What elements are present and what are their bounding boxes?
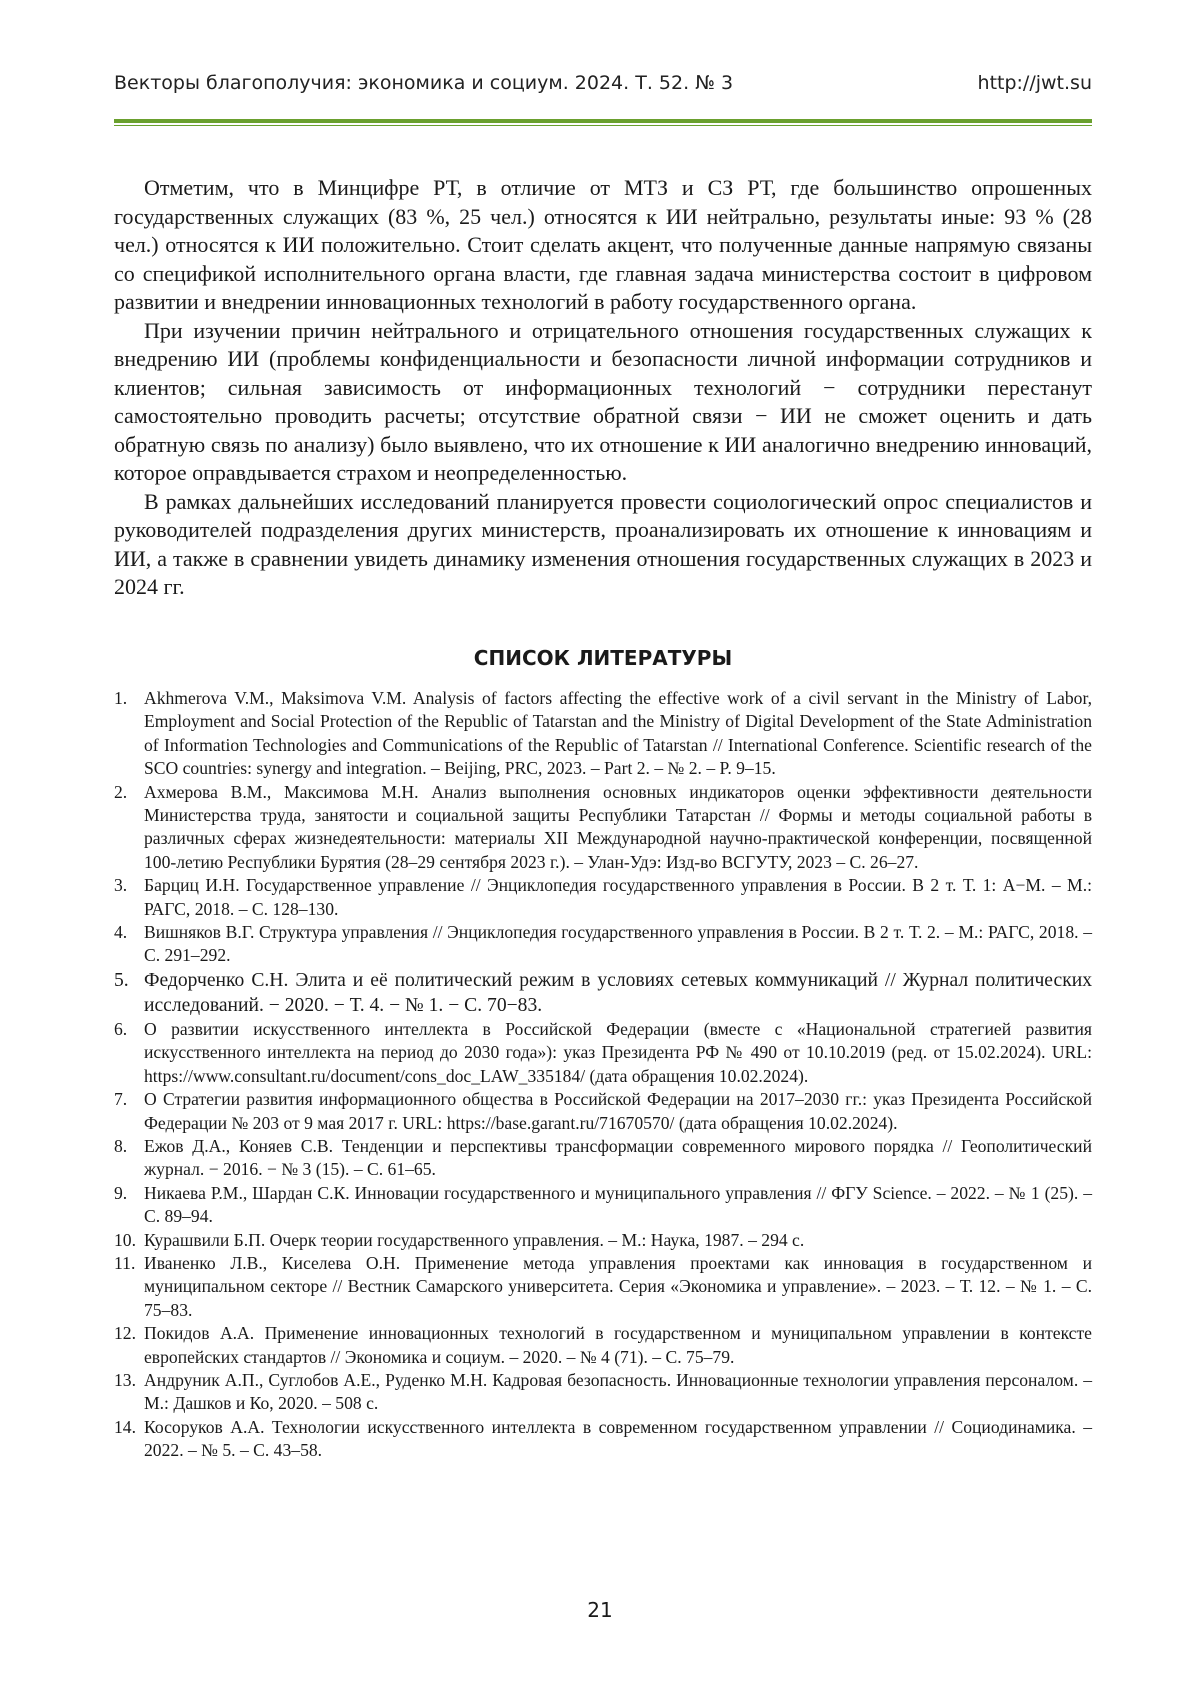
reference-number: 10. [114, 1229, 136, 1250]
reference-item [114, 1322, 1092, 1369]
reference-text: Akhmerova V.M., Maksimova V.M. Analysis of factors affecting the effective work of a civil servant in the Ministry of Labor, Employment and Social Protection of the Republic of Tatarstan and the Ministry of Digital Development of the State Administration of Information Technologies and Communications of the Republic of Tatarstan // International Conference. Scientific research of the SCO countries: synergy and integration. – Beijing, PRC, 2023. – Part 2. – № 2. – P. 9–15. [144, 688, 1092, 779]
reference-number: 7. [114, 1089, 128, 1110]
reference-text: Федорченко С.Н. Элита и её политический режим в условиях сетевых коммуникаций // Журнал политических исследований. − 2020. − Т. 4. − № 1. − С. 70−83. [144, 969, 1092, 1016]
reference-text: Никаева Р.М., Шардан С.К. Инновации государственного и муниципального управления // ФГУ Science. – 2022. – № 1 (25). – С. 89–94. [144, 1182, 1092, 1227]
reference-number: 14. [114, 1416, 136, 1437]
header-rule-thin [114, 125, 1092, 126]
reference-text: Покидов А.А. Применение инновационных технологий в государственном и муниципальном управлении в контексте европейских стандартов // Экономика и социум. – 2020. – № 4 (71). – С. 75–79. [144, 1323, 1092, 1367]
reference-text: Косоруков А.А. Технологии искусственного интеллекта в современном государственном управлении // Социодинамика. – 2022. – № 5. – С. 43–58. [144, 1416, 1092, 1461]
reference-item [114, 968, 1092, 1018]
reference-text: О Стратегии развития информационного общества в Российской Федерации на 2017–2030 гг.: указ Президента Российской Федерации № 203 от 9 мая 2017 г. URL: https://base.garant.ru/71670570/ (дата обращения 10.02.2024). [144, 1089, 1092, 1133]
reference-number: 12. [114, 1323, 136, 1344]
reference-text: О развитии искусственного интеллекта в Российской Федерации (вместе с «Национальной стратегией развития искусственного интеллекта на период до 2030 года»): указ Президента РФ № 490 от 10.10.2019 (ред. от 15.02.2024). URL: https://www.consultant.ru/document/cons_doc_LAW_335184/ (дата обращения 10.02.2024). [144, 1018, 1092, 1086]
reference-number: 11. [114, 1252, 136, 1273]
journal-title: Векторы благополучия: экономика и социум. 2024. Т. 52. № 3 [114, 72, 734, 94]
journal-url[interactable]: http://jwt.su [977, 72, 1092, 94]
reference-item [114, 1252, 1092, 1322]
reference-text: Андруник А.П., Суглобов А.Е., Руденко М.Н. Кадровая безопасность. Инновационные технологии управления персоналом. – М.: Дашков и Ко, 2020. – 508 с. [144, 1369, 1092, 1414]
reference-item [114, 1416, 1092, 1463]
reference-item [114, 1018, 1092, 1088]
running-header [114, 72, 1092, 102]
reference-item [114, 1088, 1092, 1135]
reference-item [114, 921, 1092, 968]
reference-number: 2. [114, 781, 128, 802]
reference-item [114, 781, 1092, 875]
reference-item [114, 1135, 1092, 1182]
reference-item [114, 1369, 1092, 1416]
reference-item [114, 1229, 1092, 1252]
reference-item [114, 1182, 1092, 1229]
reference-number: 8. [114, 1135, 128, 1156]
header-rule [114, 119, 1092, 123]
reference-number: 13. [114, 1369, 136, 1390]
paragraph: В рамках дальнейших исследований планируется провести социологический опрос специалистов и руководителей подразделения других министерств, проанализировать их отношение к инновациям и ИИ, а также в сравнении увидеть динамику изменения отношения государственных служащих в 2023 и 2024 гг. [114, 488, 1092, 599]
reference-text: Курашвили Б.П. Очерк теории государственного управления. – М.: Наука, 1987. – 294 с. [144, 1229, 805, 1250]
reference-text: Ежов Д.А., Коняев С.В. Тенденции и перспективы трансформации современного мирового порядка // Геополитический журнал. − 2016. − № 3 (15). – С. 61–65. [144, 1135, 1092, 1180]
page-number: 21 [587, 1598, 613, 1622]
reference-text: Барциц И.Н. Государственное управление // Энциклопедия государственного управления в России. В 2 т. Т. 1: А−М. – М.: РАГС, 2018. – С. 128–130. [144, 875, 1092, 919]
reference-item [114, 874, 1092, 921]
reference-number: 1. [114, 688, 128, 708]
reference-text: Ахмерова В.М., Максимова М.Н. Анализ выполнения основных индикаторов оценки эффективности деятельности Министерства труда, занятости и социальной защиты Республики Татарстан // Формы и методы социальной работы в различных сферах жизнедеятельности: материалы XII Международной научно-практической конференции, посвященной 100-летию Республики Бурятия (28–29 сентября 2023 г.). – Улан-Удэ: Изд-во ВСГУТУ, 2023 – С. 26–27. [144, 781, 1092, 872]
references-heading: СПИСОК ЛИТЕРАТУРЫ [473, 646, 733, 670]
reference-item [114, 687, 1092, 781]
reference-number: 3. [114, 875, 128, 896]
references-list [114, 687, 1092, 1463]
reference-text: Иваненко Л.В., Киселева О.Н. Применение метода управления проектами как инновация в государственном и муниципальном секторе // Вестник Самарского университета. Серия «Экономика и управление». – 2023. – Т. 12. – № 1. – С. 75–83. [144, 1252, 1092, 1320]
reference-number: 5. [114, 969, 129, 991]
body-text [114, 174, 1092, 602]
paragraph: При изучении причин нейтрального и отрицательного отношения государственных служащих к внедрению ИИ (проблемы конфиденциальности и безопасности личной информации сотрудников и клиентов; сильная зависимость от информационных технологий − сотрудники перестанут самостоятельно проводить расчеты; отсутствие обратной связи − ИИ не сможет оценить и дать обратную связь по анализу) было выявлено, что их отношение к ИИ аналогично внедрению инноваций, которое оправдывается страхом и неопределенностью. [114, 317, 1092, 485]
reference-number: 6. [114, 1018, 128, 1039]
reference-text: Вишняков В.Г. Структура управления // Энциклопедия государственного управления в России. В 2 т. Т. 2. – М.: РАГС, 2018. – С. 291–292. [144, 922, 1092, 966]
paragraph: Отметим, что в Минцифре РТ, в отличие от МТЗ и СЗ РТ, где большинство опрошенных государственных служащих (83 %, 25 чел.) относятся к ИИ нейтрально, результаты иные: 93 % (28 чел.) относятся к ИИ положительно. Стоит сделать акцент, что полученные данные напрямую связаны со спецификой исполнительного органа власти, где главная задача министерства состоит в цифровом развитии и внедрении инновационных технологий в работу государственного органа. [114, 175, 1092, 314]
reference-number: 9. [114, 1182, 128, 1203]
reference-number: 4. [114, 922, 128, 943]
